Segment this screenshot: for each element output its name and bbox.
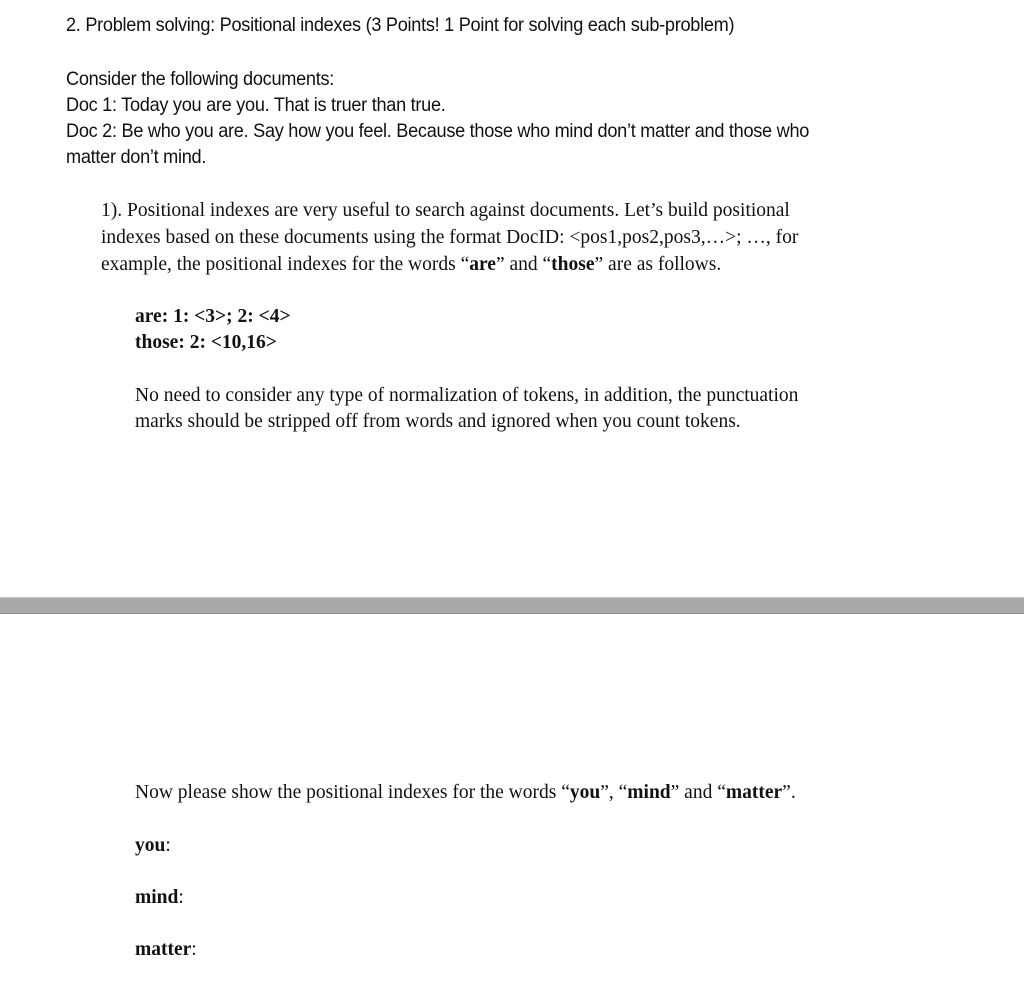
answer-mind — [135, 887, 184, 909]
question-1-line-3-end: ” are as follows. — [594, 254, 722, 275]
question-1-line-3-middle: ” and “ — [495, 254, 552, 275]
answer-matter-colon: : — [191, 939, 197, 960]
question-1-line-3-start: example, the positional indexes for the words “ — [101, 254, 470, 275]
word-are: are — [469, 254, 496, 275]
answer-you-label: you — [135, 835, 166, 856]
question-1-line-3 — [101, 254, 721, 276]
page-separator — [0, 597, 1024, 614]
task-instruction — [135, 782, 796, 804]
note-line-1: No need to consider any type of normalization of tokens, in addition, the punctuation — [135, 385, 799, 406]
word-those: those — [551, 254, 595, 275]
answer-mind-label: mind — [135, 887, 179, 908]
task-word-matter: matter — [725, 782, 783, 803]
answer-matter-label: matter — [135, 939, 192, 960]
document-page-2 — [0, 614, 1024, 986]
question-1-line-1: 1). Positional indexes are very useful to search against documents. Let’s build positional — [101, 200, 790, 221]
doc-2-text-line-2: matter don’t mind. — [66, 146, 207, 168]
task-instruction-end: ”. — [782, 782, 796, 803]
answer-you — [135, 835, 171, 857]
task-word-mind: mind — [627, 782, 671, 803]
intro-text: Consider the following documents: — [66, 68, 335, 90]
example-those-index: those: 2: <10,16> — [135, 332, 277, 353]
note-line-2: marks should be stripped off from words and ignored when you count tokens. — [135, 411, 741, 432]
task-separator-2: ” and “ — [670, 782, 726, 803]
task-instruction-start: Now please show the positional indexes for the words “ — [135, 782, 570, 803]
problem-heading: 2. Problem solving: Positional indexes (3 Points! 1 Point for solving each sub-problem) — [66, 14, 735, 36]
task-word-you: you — [569, 782, 601, 803]
doc-2-text-line-1: Doc 2: Be who you are. Say how you feel. Because those who mind don’t matter and those who — [66, 120, 810, 142]
answer-matter — [135, 939, 197, 961]
example-are-index: are: 1: <3>; 2: <4> — [135, 306, 291, 327]
doc-1-text: Doc 1: Today you are you. That is truer than true. — [66, 94, 446, 116]
task-separator-1: ”, “ — [600, 782, 628, 803]
answer-mind-colon: : — [178, 887, 184, 908]
answer-you-colon: : — [165, 835, 171, 856]
question-1-line-2: indexes based on these documents using the format DocID: <pos1,pos2,pos3,…>; …, for — [101, 227, 799, 248]
